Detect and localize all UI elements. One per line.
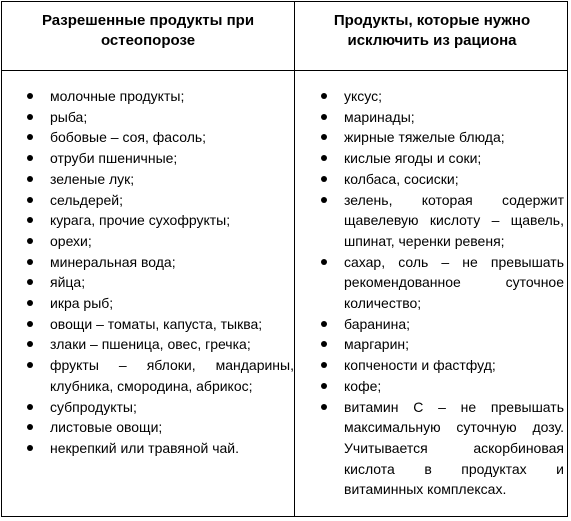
- header-allowed-line: остеопорозе: [100, 32, 196, 49]
- excluded-food-item: [320, 355, 564, 376]
- excluded-food-item: [320, 397, 564, 501]
- excluded-food-item: [320, 86, 564, 107]
- allowed-food-item-text: бобовые – соя, фасоль;: [50, 129, 207, 146]
- allowed-food-item: [26, 355, 294, 396]
- allowed-food-item-text: икра рыб;: [50, 295, 114, 312]
- excluded-food-item: [320, 252, 564, 314]
- allowed-food-item: [26, 314, 294, 335]
- excluded-food-item-text: уксус;: [344, 88, 383, 104]
- allowed-food-item-text: овощи – томаты, капуста, тыква;: [50, 315, 263, 332]
- excluded-food-item-text: витаминных комплексах.: [344, 481, 507, 498]
- header-divider: [2, 70, 567, 71]
- excluded-food-item-text: маринады;: [344, 108, 415, 125]
- allowed-food-item: [26, 107, 294, 128]
- header-excluded-line: Продукты, которые нужно: [333, 12, 531, 29]
- excluded-food-item-text: жирные тяжелые блюда;: [344, 129, 505, 146]
- excluded-food-item-text: зелень, которая содержит: [344, 191, 564, 208]
- allowed-food-item-text: фрукты – яблоки, мандарины,: [50, 357, 294, 374]
- excluded-food-item-text: щавелевую кислоту – щавель,: [344, 212, 564, 229]
- excluded-food-item: [320, 314, 564, 335]
- allowed-food-item-text: рыба;: [50, 108, 88, 125]
- excluded-food-item-text: максимальную суточную дозу.: [344, 419, 564, 436]
- allowed-food-item: [26, 86, 294, 107]
- allowed-food-item: [26, 231, 294, 252]
- allowed-food-item: [26, 148, 294, 169]
- allowed-food-item: [26, 417, 294, 438]
- allowed-food-item: [26, 210, 294, 231]
- column-divider: [294, 2, 295, 516]
- allowed-food-item-text: листовые овощи;: [50, 419, 163, 436]
- excluded-food-item-text: копчености и фастфуд;: [344, 357, 496, 374]
- allowed-food-item: [26, 127, 294, 148]
- excluded-food-item-text: баранина;: [344, 315, 411, 332]
- excluded-food-item: [320, 190, 564, 252]
- allowed-food-item: [26, 293, 294, 314]
- excluded-food-item-text: кофе;: [344, 377, 382, 394]
- excluded-food-item: [320, 169, 564, 190]
- excluded-food-item-text: кислые ягоды и соки;: [344, 150, 482, 167]
- allowed-food-item-text: минеральная вода;: [50, 253, 176, 270]
- allowed-food-item-text: молочные продукты;: [50, 88, 185, 104]
- header-excluded-line: исключить из рациона: [347, 32, 517, 49]
- allowed-food-item-text: курага, прочие сухофрукты;: [50, 212, 231, 229]
- excluded-food-item-text: шпинат, черенки ревеня;: [344, 232, 505, 249]
- allowed-foods-list: [26, 86, 294, 459]
- allowed-food-item-text: субпродукты;: [50, 398, 137, 415]
- excluded-food-item-text: витамин С – не превышать: [344, 398, 564, 415]
- excluded-food-item-text: колбаса, сосиски;: [344, 170, 459, 187]
- allowed-food-item: [26, 272, 294, 293]
- allowed-food-item: [26, 397, 294, 418]
- excluded-food-item: [320, 127, 564, 148]
- allowed-food-item: [26, 169, 294, 190]
- allowed-food-item-text: орехи;: [50, 232, 92, 249]
- allowed-food-item: [26, 190, 294, 211]
- allowed-food-item: [26, 438, 294, 459]
- excluded-food-item: [320, 334, 564, 355]
- allowed-food-item: [26, 334, 294, 355]
- allowed-food-item: [26, 252, 294, 273]
- excluded-food-item-text: кислота в продуктах и: [344, 460, 564, 477]
- excluded-food-item-text: сахар, соль – не превышать: [344, 253, 564, 270]
- allowed-food-item-text: некрепкий или травяной чай.: [50, 439, 240, 456]
- excluded-foods-list: [320, 86, 564, 500]
- food-table: [1, 1, 568, 517]
- header-excluded: [305, 2, 559, 70]
- excluded-food-item-text: рекомендованное суточное: [344, 274, 564, 291]
- allowed-food-item-text: отруби пшеничные;: [50, 150, 178, 167]
- allowed-food-item-text: злаки – пшеница, овес, гречка;: [50, 336, 251, 353]
- excluded-food-item: [320, 376, 564, 397]
- excluded-food-item: [320, 148, 564, 169]
- excluded-food-item-text: количество;: [344, 295, 422, 312]
- header-allowed: [12, 2, 284, 70]
- allowed-food-item-text: клубника, смородина, абрикос;: [50, 377, 253, 394]
- header-allowed-line: Разрешенные продукты при: [41, 12, 255, 29]
- excluded-food-item-text: Учитывается аскорбиновая: [344, 439, 564, 456]
- allowed-food-item-text: сельдерей;: [50, 191, 124, 208]
- excluded-food-item: [320, 107, 564, 128]
- excluded-food-item-text: маргарин;: [344, 336, 410, 353]
- allowed-food-item-text: яйца;: [50, 274, 86, 291]
- allowed-food-item-text: зеленые лук;: [50, 170, 135, 187]
